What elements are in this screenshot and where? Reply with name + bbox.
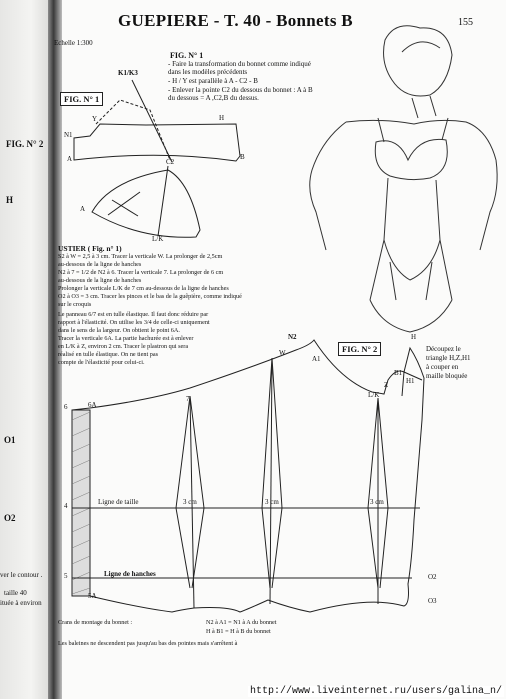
bustier-line-7: sur le croquis xyxy=(58,301,92,308)
fig1-line-1: - Faire la transformation du bonnet comme indiqué xyxy=(168,60,311,68)
waist-line-label: Ligne de taille xyxy=(98,498,139,506)
bustier-line-5: Prolonger la verticale L/K de 7 cm au-dessous de la ligne de hanches xyxy=(58,285,229,292)
left-o2-label: O2 xyxy=(4,513,16,523)
footer-baleines: Les baleines ne descendent pas jusqu'au bas des pointes mais s'arrêtent à xyxy=(58,640,238,647)
left-environ-text: ituée à environ xyxy=(0,599,42,607)
fig2-a1: A1 xyxy=(312,355,321,363)
source-url: http://www.liveinternet.ru/users/galina_n/ xyxy=(249,686,502,697)
bustier-line-10: dans le sens de la largeur. On obtient le point 6A. xyxy=(58,327,180,334)
bustier-line-12: en L/K à Z, environ 2 cm. Tracer le plastron qui sera xyxy=(58,343,189,350)
fig2-note-2: triangle H,Z,H1 xyxy=(426,354,471,362)
fig2-lk: L/K xyxy=(368,391,380,399)
hip-line-label: Ligne de hanches xyxy=(104,570,156,578)
fig2-four: 4 xyxy=(64,502,68,510)
left-taille-text: taille 40 xyxy=(4,589,27,597)
fig2-note-4: maille bloquée xyxy=(426,372,468,380)
fig1-lk: L/K xyxy=(152,235,164,243)
scale-label: Echelle 1:300 xyxy=(54,39,93,47)
fig2-five: 5 xyxy=(64,572,68,580)
bustier-heading: USTIER ( Fig. n° 1) xyxy=(58,244,122,253)
fig1-k1k3: K1/K3 xyxy=(118,69,138,77)
fig2-n2: N2 xyxy=(288,333,297,341)
fig2-w: W xyxy=(279,349,286,357)
corset-sketch xyxy=(310,26,497,332)
page-title: GUEPIERE - T. 40 - Bonnets B xyxy=(118,11,353,30)
left-h-label: H xyxy=(6,195,14,205)
fig2-dart-1-width: 3 cm xyxy=(183,498,197,506)
fig1-a2: A xyxy=(80,205,86,213)
bustier-line-6: O2 à O3 = 3 cm. Tracer les pinces et le bas de la guêpière, comme indiqué xyxy=(58,293,242,300)
fig2-dart-3-width: 3 cm xyxy=(370,498,384,506)
fig2-o2: O2 xyxy=(428,573,437,581)
fig1-line-5: du dessous = A ,C2,B du dessus. xyxy=(168,94,259,102)
fig2-z: Z xyxy=(384,381,389,389)
fig2-six: 6 xyxy=(64,403,68,411)
fig1-cup-piece xyxy=(92,170,200,237)
fig2-o3: O3 xyxy=(428,597,437,605)
footer-n2a1: N2 à A1 = N1 à A du bonnet xyxy=(206,619,277,626)
fig2-h1: H1 xyxy=(406,377,415,385)
fig2-b1: B1 xyxy=(394,369,403,377)
fig1-box-label: FIG. N° 1 xyxy=(60,92,103,106)
bustier-line-9: rapport à l'élasticité. On utilise les 3/4 de celle-ci uniquement xyxy=(58,319,210,326)
fig2-five-a: 5A xyxy=(88,592,97,600)
bustier-line-13: réalisé en tulle élastique. On ne tient pas xyxy=(58,351,158,358)
fig2-box-label: FIG. N° 2 xyxy=(338,342,381,356)
fig1-n1: N1 xyxy=(64,131,73,139)
fig2-h: H xyxy=(411,333,417,341)
fig1-line-2: dans les modèles précédents xyxy=(168,68,248,76)
fig2-seven: 7 xyxy=(186,395,190,403)
bustier-line-11: Tracer la verticale 6A. La partie hachurée est à enlever xyxy=(58,335,194,342)
bustier-line-1: S2 à W = 2,5 à 3 cm. Tracer la verticale W. La prolonger de 2,5cm xyxy=(58,253,223,260)
fig1-a: A xyxy=(67,155,73,163)
bustier-line-3: N2 à 7 = 1/2 de N2 à 6. Tracer la verticale 7. La prolonger de 6 cm xyxy=(58,269,224,276)
left-fig2-ref: FIG. N° 2 xyxy=(6,139,44,149)
fig2-note-1: Découpez le xyxy=(426,345,461,353)
fig1-y: Y xyxy=(92,115,98,123)
fig1-heading: FIG. N° 1 xyxy=(170,51,204,60)
fig1-line-3: - H / Y est parallèle à A - C2 - B xyxy=(168,77,258,85)
fig2-dart-2-width: 3 cm xyxy=(265,498,279,506)
bustier-line-8: Le panneau 6/7 est en tulle élastique. Il faut donc réduire par xyxy=(58,311,209,318)
footer-montage: Crans de montage du bonnet : xyxy=(58,619,133,626)
page-number: 155 xyxy=(458,17,473,28)
fig1-line-4: - Enlever la pointe C2 du dessous du bonnet : A à B xyxy=(168,86,313,94)
bustier-line-2: au-dessous de la ligne de hanches xyxy=(58,261,142,268)
left-contour-text: ver le contour . xyxy=(0,571,43,579)
bustier-line-4: au-dessous de la ligne de hanches xyxy=(58,277,142,284)
fig2-note-3: à couper en xyxy=(426,363,459,371)
fig2-six-a: 6A xyxy=(88,401,97,409)
bustier-line-14: compte de l'élasticité pour celui-ci. xyxy=(58,359,145,366)
fig1-upper-bodice-piece xyxy=(74,124,240,161)
footer-hb1: H à B1 = H à B du bonnet xyxy=(206,628,271,635)
fig1-b: B xyxy=(240,153,245,161)
fig1-c2: C2 xyxy=(166,158,175,166)
fig1-h: H xyxy=(219,114,225,122)
hatched-panel xyxy=(72,410,90,596)
left-o1-label: O1 xyxy=(4,435,16,445)
